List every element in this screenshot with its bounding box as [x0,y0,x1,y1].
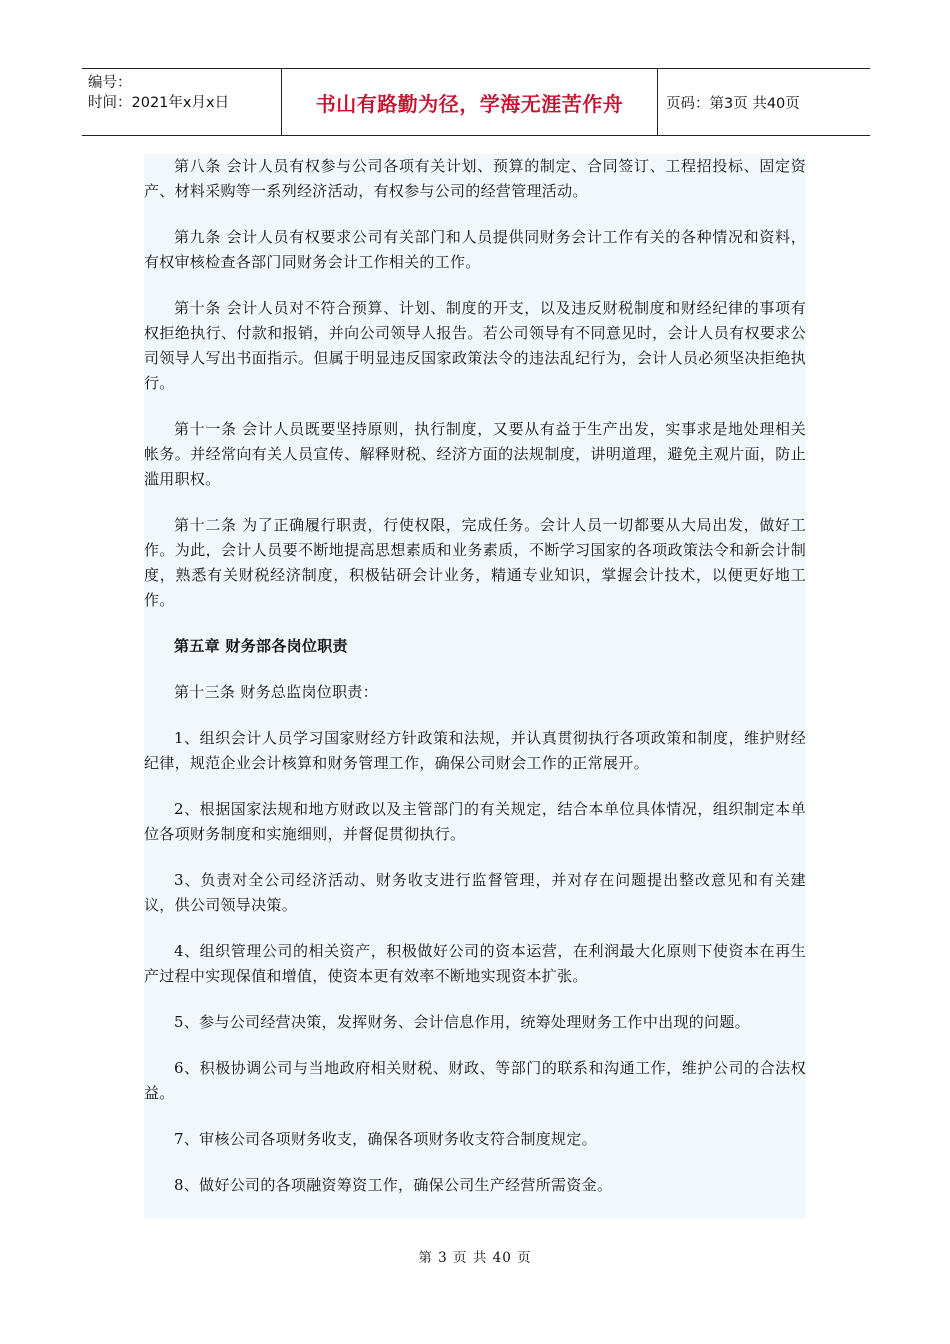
article-8: 第八条 会计人员有权参与公司各项有关计划、预算的制定、合同签订、工程招投标、固定资产、材料采购等一系列经济活动，有权参与公司的经营管理活动。 [144,157,806,200]
chapter-heading: 第五章 财务部各岗位职责 [174,637,348,655]
document-body [144,154,806,1218]
duty-item-8: 8、做好公司的各项融资筹资工作，确保公司生产经营所需资金。 [174,1176,613,1194]
header-meta [82,69,282,135]
page-footer: 第 3 页 共 40 页 [418,1250,532,1266]
duty-item-3: 3、负责对全公司经济活动、财务收支进行监督管理，并对存在问题提出整改意见和有关建议，供公司领导决策。 [144,871,806,914]
article-10: 第十条 会计人员对不符合预算、计划、制度的开支，以及违反财税制度和财经纪律的事项有权拒绝执行、付款和报销，并向公司领导人报告。若公司领导有不同意见时，会计人员有权要求公司领导人写出书面指示。但属于明显违反国家政策法令的违法乱纪行为，会计人员必须坚决拒绝执行。 [144,299,806,392]
page-header [82,68,870,136]
duty-item-4: 4、组织管理公司的相关资产，积极做好公司的资本运营，在利润最大化原则下使资本在再生产过程中实现保值和增值，使资本更有效率不断地实现资本扩张。 [144,942,806,985]
duty-item-6: 6、积极协调公司与当地政府相关财税、财政、等部门的联系和沟通工作，维护公司的合法权益。 [144,1059,806,1102]
duty-item-5: 5、参与公司经营决策，发挥财务、会计信息作用，统筹处理财务工作中出现的问题。 [174,1013,750,1031]
article-9: 第九条 会计人员有权要求公司有关部门和人员提供同财务会计工作有关的各种情况和资料，有权审核检查各部门同财务会计工作相关的工作。 [144,228,806,271]
header-page-info: 页码：第3页 共40页 [666,95,800,112]
header-motto: 书山有路勤为径，学海无涯苦作舟 [282,69,658,135]
article-11: 第十一条 会计人员既要坚持原则，执行制度，又要从有益于生产出发，实事求是地处理相关帐务。并经常向有关人员宣传、解释财税、经济方面的法规制度，讲明道理，避免主观片面，防止滥用职权。 [144,420,806,488]
duty-item-2: 2、根据国家法规和地方财政以及主管部门的有关规定，结合本单位具体情况，组织制定本单位各项财务制度和实施细则，并督促贯彻执行。 [144,800,806,843]
document-number-label: 编号： [88,75,132,91]
article-13: 第十三条 财务总监岗位职责： [174,683,378,701]
article-12: 第十二条 为了正确履行职责，行使权限，完成任务。会计人员一切都要从大局出发，做好工作。为此，会计人员要不断地提高思想素质和业务素质，不断学习国家的各项政策法令和新会计制度，熟悉有关财税经济制度，积极钻研会计业务，精通专业知识，掌握会计技术，以便更好地工作。 [144,516,806,609]
document-date: 时间：2021年x月x日 [88,95,230,111]
duty-item-1: 1、组织会计人员学习国家财经方针政策和法规，并认真贯彻执行各项政策和制度，维护财经纪律，规范企业会计核算和财务管理工作，确保公司财会工作的正常展开。 [144,729,806,772]
duty-item-7: 7、审核公司各项财务收支，确保各项财务收支符合制度规定。 [174,1130,597,1148]
